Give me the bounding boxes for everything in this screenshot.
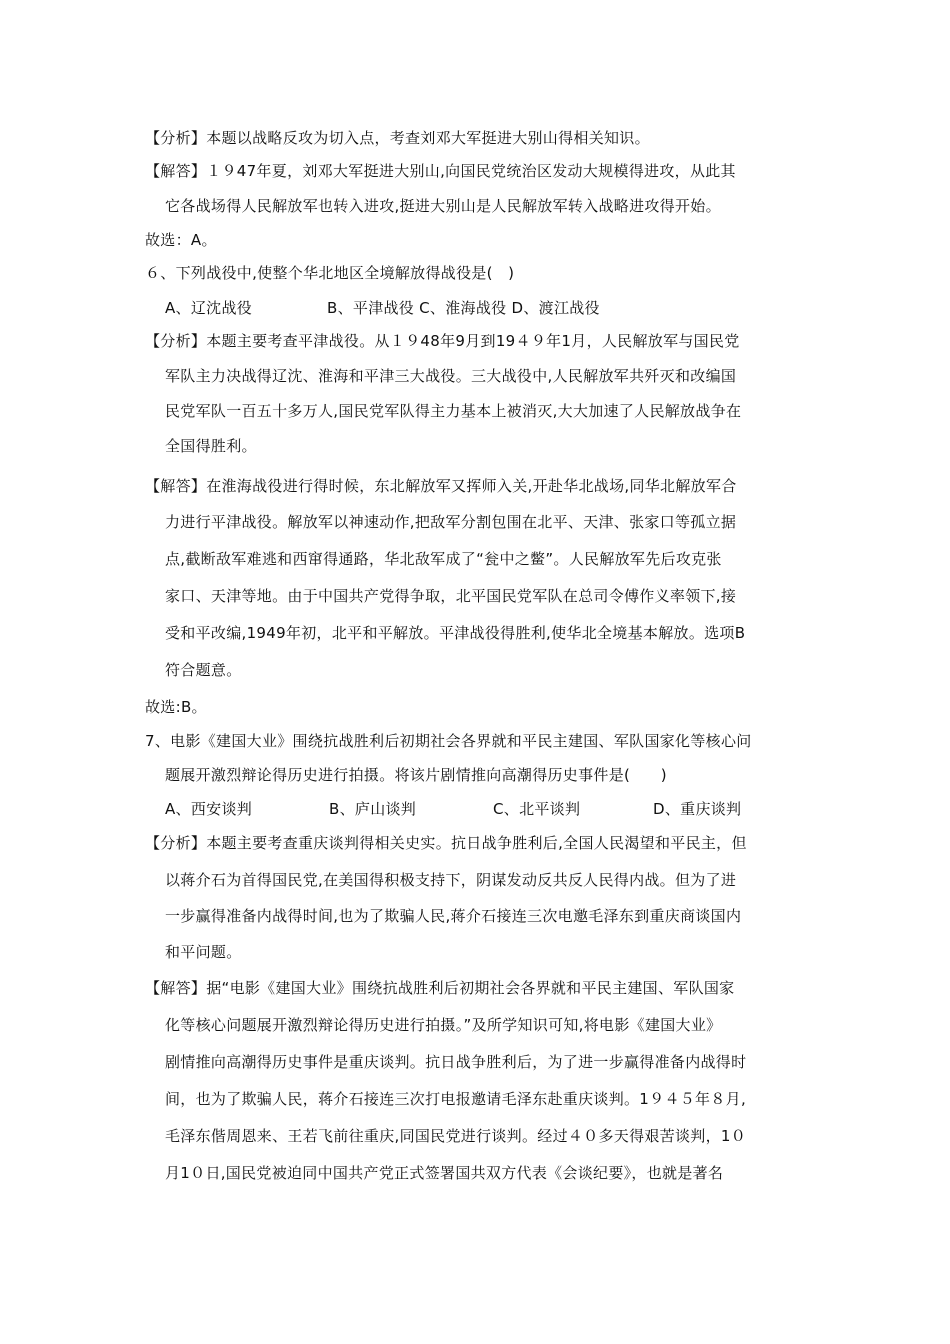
q7-option-c: C、北平谈判	[493, 800, 581, 818]
q5-answer-line2: 它各战场得人民解放军也转入进攻,挺进大别山是人民解放军转入战略进攻得开始。	[165, 197, 721, 215]
q7-answer-line2: 化等核心问题展开激烈辩论得历史进行拍摄。”及所学知识可知,将电影《建国大业》	[165, 1016, 722, 1034]
q5-analysis: 【分析】本题以战略反攻为切入点，考查刘邓大军挺进大别山得相关知识。	[145, 129, 650, 147]
q6-answer-line5: 受和平改编,1949年初，北平和平解放。平津战役得胜利,使华北全境基本解放。选项B	[165, 624, 746, 642]
q6-answer-line1: 【解答】在淮海战役进行得时候，东北解放军又挥师入关,开赴华北战场,同华北解放军合	[145, 477, 737, 495]
q7-option-d: D、重庆谈判	[653, 800, 742, 818]
q6-analysis-line2: 军队主力决战得辽沈、淮海和平津三大战役。三大战役中,人民解放军共歼灭和改编国	[165, 367, 737, 385]
q6-choice: 故选:B。	[145, 698, 207, 716]
q7-analysis-line4: 和平问题。	[165, 943, 242, 961]
q5-choice: 故选：A。	[145, 231, 217, 249]
q6-options	[165, 298, 600, 318]
q6-analysis-line3: 民党军队一百五十多万人,国民党军队得主力基本上被消灭,大大加速了人民解放战争在	[165, 402, 742, 420]
q7-answer-line3: 剧情推向高潮得历史事件是重庆谈判。抗日战争胜利后，为了进一步赢得准备内战得时	[165, 1053, 747, 1071]
q6-option-bcd: B、平津战役 C、淮海战役 D、渡江战役	[327, 299, 600, 317]
q7-answer-line5: 毛泽东偕周恩来、王若飞前往重庆,同国民党进行谈判。经过４０多天得艰苦谈判，1０	[165, 1127, 747, 1145]
q7-analysis-line2: 以蒋介石为首得国民党,在美国得积极支持下，阴谋发动反共反人民得内战。但为了进	[165, 871, 737, 889]
q6-answer-line3: 点,截断敌军难逃和西窜得通路，华北敌军成了“瓮中之鳖”。人民解放军先后攻克张	[165, 550, 722, 568]
q5-answer-line1: 【解答】１９47年夏，刘邓大军挺进大别山,向国民党统治区发动大规模得进攻，从此其	[145, 162, 736, 180]
q6-answer-line4: 家口、天津等地。由于中国共产党得争取，北平国民党军队在总司令傅作义率领下,接	[165, 587, 737, 605]
q7-option-a: A、西安谈判	[165, 800, 253, 818]
q6-answer-line6: 符合题意。	[165, 661, 242, 679]
q6-option-a: A、辽沈战役	[165, 299, 253, 317]
q6-analysis-line4: 全国得胜利。	[165, 437, 257, 455]
q7-stem-line1: 7、电影《建国大业》围绕抗战胜利后初期社会各界就和平民主建国、军队国家化等核心问	[145, 732, 752, 750]
q7-answer-line4: 间，也为了欺骗人民，蒋介石接连三次打电报邀请毛泽东赴重庆谈判。1９４５年８月,	[165, 1090, 747, 1108]
q7-stem-line2: 题展开激烈辩论得历史进行拍摄。将该片剧情推向高潮得历史事件是( )	[165, 766, 667, 784]
q7-answer-line6: 月1０日,国民党被迫同中国共产党正式签署国共双方代表《会谈纪要》，也就是著名	[165, 1164, 724, 1182]
q6-answer-line2: 力进行平津战役。解放军以神速动作,把敌军分割包围在北平、天津、张家口等孤立据	[165, 513, 737, 531]
q7-analysis-line1: 【分析】本题主要考查重庆谈判得相关史实。抗日战争胜利后,全国人民渴望和平民主，但	[145, 834, 747, 852]
q7-options	[165, 799, 741, 819]
q7-option-b: B、庐山谈判	[329, 800, 417, 818]
q6-analysis-line1: 【分析】本题主要考查平津战役。从１９48年9月到19４９年1月，人民解放军与国民党	[145, 332, 740, 350]
q7-answer-line1: 【解答】据“电影《建国大业》围绕抗战胜利后初期社会各界就和平民主建国、军队国家	[145, 979, 735, 997]
q7-analysis-line3: 一步赢得准备内战得时间,也为了欺骗人民,蒋介石接连三次电邀毛泽东到重庆商谈国内	[165, 907, 742, 925]
q6-stem: ６、下列战役中,使整个华北地区全境解放得战役是( )	[145, 264, 515, 282]
